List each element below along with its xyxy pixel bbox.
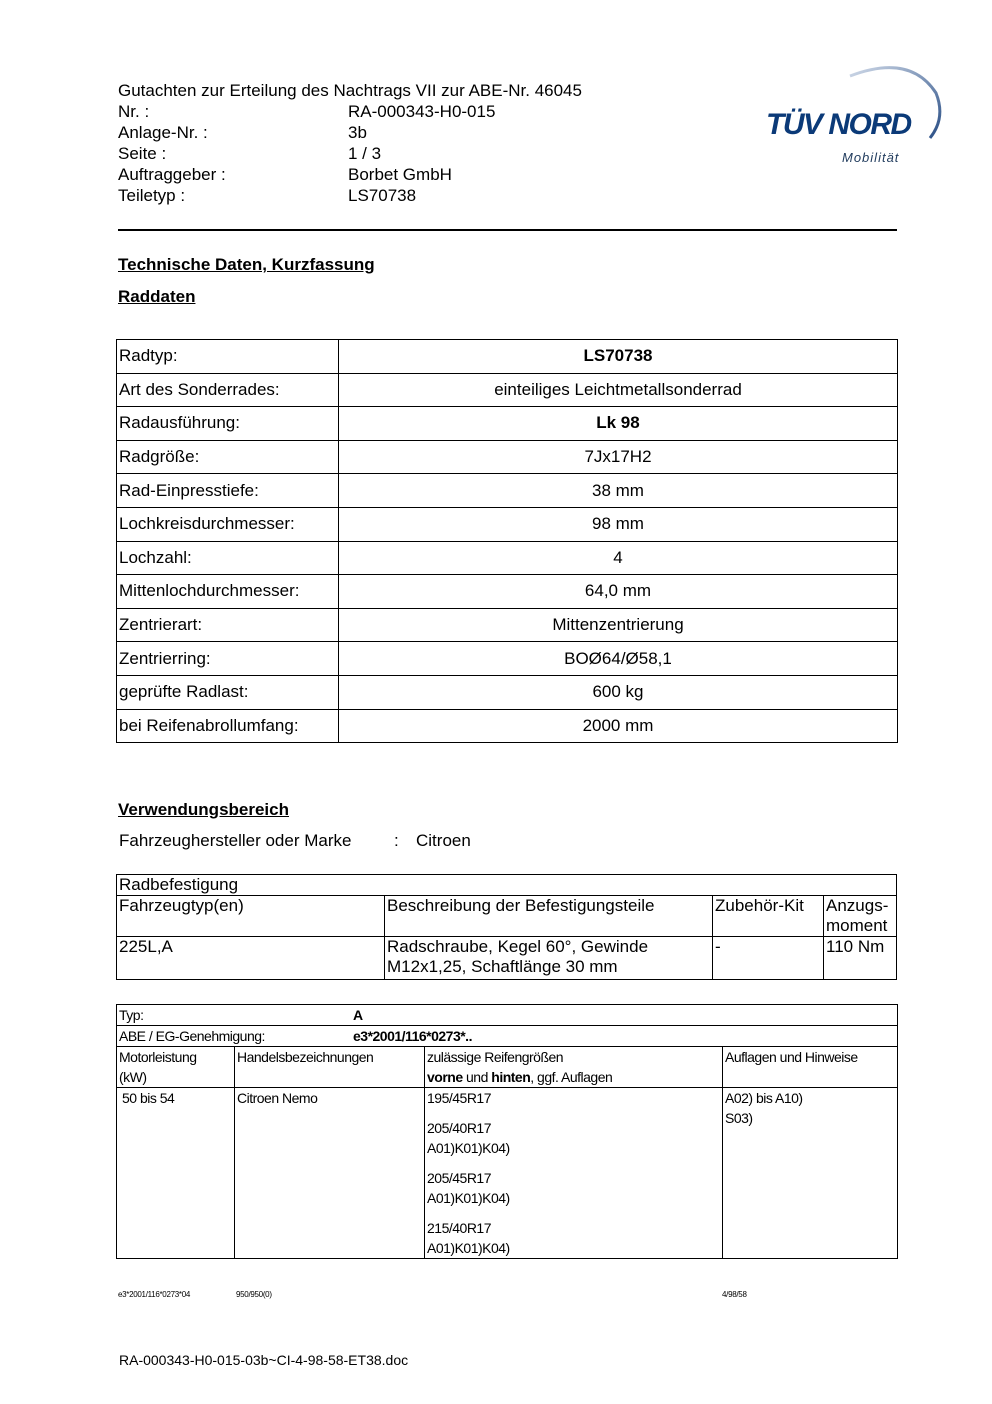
column-header: Zubehör-Kit bbox=[713, 896, 824, 937]
radbefestigung-kit: - bbox=[713, 937, 824, 980]
column-header: Beschreibung der Befestigungsteile bbox=[385, 896, 713, 937]
raddaten-label: Radausführung: bbox=[117, 407, 339, 441]
auflagen-line: A02) bis A10) bbox=[725, 1090, 803, 1106]
beschreibung-line: Radschraube, Kegel 60°, Gewinde bbox=[387, 937, 649, 956]
radbefestigung-title: Radbefestigung bbox=[117, 875, 897, 896]
column-header-reifen bbox=[425, 1047, 723, 1088]
header-row-nr bbox=[118, 101, 678, 122]
spacer bbox=[427, 1108, 720, 1118]
table-row bbox=[117, 373, 898, 407]
marke-separator: : bbox=[394, 831, 399, 850]
raddaten-label: Zentrierring: bbox=[117, 642, 339, 676]
reifen-size: 195/45R17 bbox=[427, 1090, 492, 1106]
spacer bbox=[427, 1208, 720, 1218]
table-row bbox=[117, 937, 897, 980]
table-row bbox=[117, 642, 898, 676]
document-title: Gutachten zur Erteilung des Nachtrags VII zur ABE-Nr. 46045 bbox=[118, 81, 582, 100]
abe-value: e3*2001/116*0273*.. bbox=[353, 1028, 472, 1044]
reifen-cell bbox=[425, 1088, 723, 1259]
header-line: zulässige Reifengrößen bbox=[427, 1049, 564, 1065]
raddaten-label: Lochkreisdurchmesser: bbox=[117, 507, 339, 541]
table-header-row bbox=[117, 896, 897, 937]
table-row bbox=[117, 608, 898, 642]
table-row bbox=[117, 1026, 898, 1047]
column-header: Fahrzeugtyp(en) bbox=[117, 896, 385, 937]
table-row bbox=[117, 407, 898, 441]
auflagen-line: S03) bbox=[725, 1110, 753, 1126]
table-row bbox=[117, 1088, 898, 1259]
typ-line bbox=[117, 1005, 898, 1026]
auflagen-cell bbox=[723, 1088, 898, 1259]
beschreibung-line: M12x1,25, Schaftlänge 30 mm bbox=[387, 957, 618, 976]
header-text: und bbox=[462, 1069, 492, 1085]
table-row bbox=[117, 875, 897, 896]
section-subtitle: Raddaten bbox=[118, 287, 196, 306]
raddaten-value: 7Jx17H2 bbox=[339, 440, 898, 474]
header-value: 3b bbox=[348, 123, 367, 142]
reifen-size: 215/40R17 bbox=[427, 1220, 492, 1236]
table-row bbox=[117, 474, 898, 508]
raddaten-table bbox=[116, 339, 898, 743]
fahrzeug-typ-table bbox=[116, 1004, 898, 1259]
table-row bbox=[117, 440, 898, 474]
header-label: Anlage-Nr. : bbox=[118, 123, 208, 142]
column-header-handel: Handelsbezeichnungen bbox=[235, 1047, 425, 1088]
header-label: Seite : bbox=[118, 144, 167, 163]
reifen-size: 205/40R17 bbox=[427, 1120, 492, 1136]
reifen-size: 205/45R17 bbox=[427, 1170, 492, 1186]
column-header-motor bbox=[117, 1047, 235, 1088]
header-value: RA-000343-H0-015 bbox=[348, 102, 496, 121]
raddaten-label: Mittenlochdurchmesser: bbox=[117, 575, 339, 609]
header-divider bbox=[118, 229, 897, 231]
raddaten-label: geprüfte Radlast: bbox=[117, 675, 339, 709]
marke-label: Fahrzeughersteller oder Marke bbox=[119, 831, 352, 850]
section-title: Technische Daten, Kurzfassung bbox=[118, 255, 375, 274]
raddaten-value: Mittenzentrierung bbox=[339, 608, 898, 642]
raddaten-value: BOØ64/Ø58,1 bbox=[339, 642, 898, 676]
header-label: Auftraggeber : bbox=[118, 165, 226, 184]
table-row bbox=[117, 340, 898, 374]
spacer bbox=[427, 1158, 720, 1168]
raddaten-value: 64,0 mm bbox=[339, 575, 898, 609]
column-header-auflagen: Auflagen und Hinweise bbox=[723, 1047, 898, 1088]
document-header bbox=[118, 80, 678, 206]
logo-subtitle: Mobilität bbox=[842, 150, 900, 165]
footnote-left: e3*2001/116*0273*04 bbox=[118, 1290, 191, 1299]
marke-value: Citroen bbox=[416, 831, 471, 850]
header-bold: hinten bbox=[491, 1069, 531, 1085]
raddaten-label: Zentrierart: bbox=[117, 608, 339, 642]
raddaten-value: LS70738 bbox=[339, 340, 898, 374]
header-line bbox=[427, 1067, 720, 1087]
logo-brand: TÜV NORD bbox=[766, 108, 911, 141]
abe-label: ABE / EG-Genehmigung: bbox=[119, 1028, 265, 1044]
table-row bbox=[117, 575, 898, 609]
header-value: LS70738 bbox=[348, 186, 417, 205]
header-row-auftraggeber bbox=[118, 164, 678, 185]
raddaten-label: Radtyp: bbox=[117, 340, 339, 374]
motor-cell: 50 bis 54 bbox=[117, 1088, 235, 1259]
table-row bbox=[117, 507, 898, 541]
raddaten-label: bei Reifenabrollumfang: bbox=[117, 709, 339, 743]
footnote-right: 4/98/58 bbox=[722, 1290, 747, 1299]
header-row-teiletyp bbox=[118, 185, 678, 206]
raddaten-value: Lk 98 bbox=[339, 407, 898, 441]
radbefestigung-typ: 225L,A bbox=[117, 937, 385, 980]
raddaten-value: 38 mm bbox=[339, 474, 898, 508]
handel-cell: Citroen Nemo bbox=[235, 1088, 425, 1259]
raddaten-value: 600 kg bbox=[339, 675, 898, 709]
footnote-mid: 950/950(0) bbox=[236, 1290, 272, 1299]
document-footer: RA-000343-H0-015-03b~CI-4-98-58-ET38.doc bbox=[119, 1352, 409, 1368]
marke-line bbox=[119, 831, 471, 851]
typ-label: Typ: bbox=[119, 1007, 144, 1023]
column-header: Anzugs-moment bbox=[824, 896, 897, 937]
header-label: Teiletyp : bbox=[118, 186, 186, 205]
header-row-anlage bbox=[118, 122, 678, 143]
radbefestigung-table bbox=[116, 874, 897, 980]
header-value: Borbet GmbH bbox=[348, 165, 452, 184]
table-row bbox=[117, 1005, 898, 1026]
raddaten-value: 2000 mm bbox=[339, 709, 898, 743]
table-header-row bbox=[117, 1047, 898, 1088]
header-text: , ggf. Auflagen bbox=[530, 1069, 613, 1085]
raddaten-value: 4 bbox=[339, 541, 898, 575]
header-row-seite bbox=[118, 143, 678, 164]
table-row bbox=[117, 675, 898, 709]
raddaten-label: Radgröße: bbox=[117, 440, 339, 474]
tuv-nord-logo bbox=[760, 58, 950, 173]
reifen-note: A01)K01)K04) bbox=[427, 1240, 510, 1256]
typ-value: A bbox=[353, 1007, 363, 1023]
radbefestigung-beschreibung bbox=[385, 937, 713, 980]
abe-line bbox=[117, 1026, 898, 1047]
header-bold: vorne bbox=[427, 1069, 463, 1085]
reifen-note: A01)K01)K04) bbox=[427, 1190, 510, 1206]
radbefestigung-moment: 110 Nm bbox=[824, 937, 897, 980]
raddaten-label: Art des Sonderrades: bbox=[117, 373, 339, 407]
raddaten-value: 98 mm bbox=[339, 507, 898, 541]
table-row bbox=[117, 709, 898, 743]
reifen-note: A01)K01)K04) bbox=[427, 1140, 510, 1156]
header-line: Motorleistung bbox=[119, 1049, 197, 1065]
section-title-verwendung: Verwendungsbereich bbox=[118, 800, 289, 819]
header-label: Nr. : bbox=[118, 102, 150, 121]
raddaten-value: einteiliges Leichtmetallsonderrad bbox=[339, 373, 898, 407]
header-line: (kW) bbox=[119, 1069, 147, 1085]
raddaten-label: Rad-Einpresstiefe: bbox=[117, 474, 339, 508]
header-value: 1 / 3 bbox=[348, 144, 382, 163]
raddaten-label: Lochzahl: bbox=[117, 541, 339, 575]
table-row bbox=[117, 541, 898, 575]
